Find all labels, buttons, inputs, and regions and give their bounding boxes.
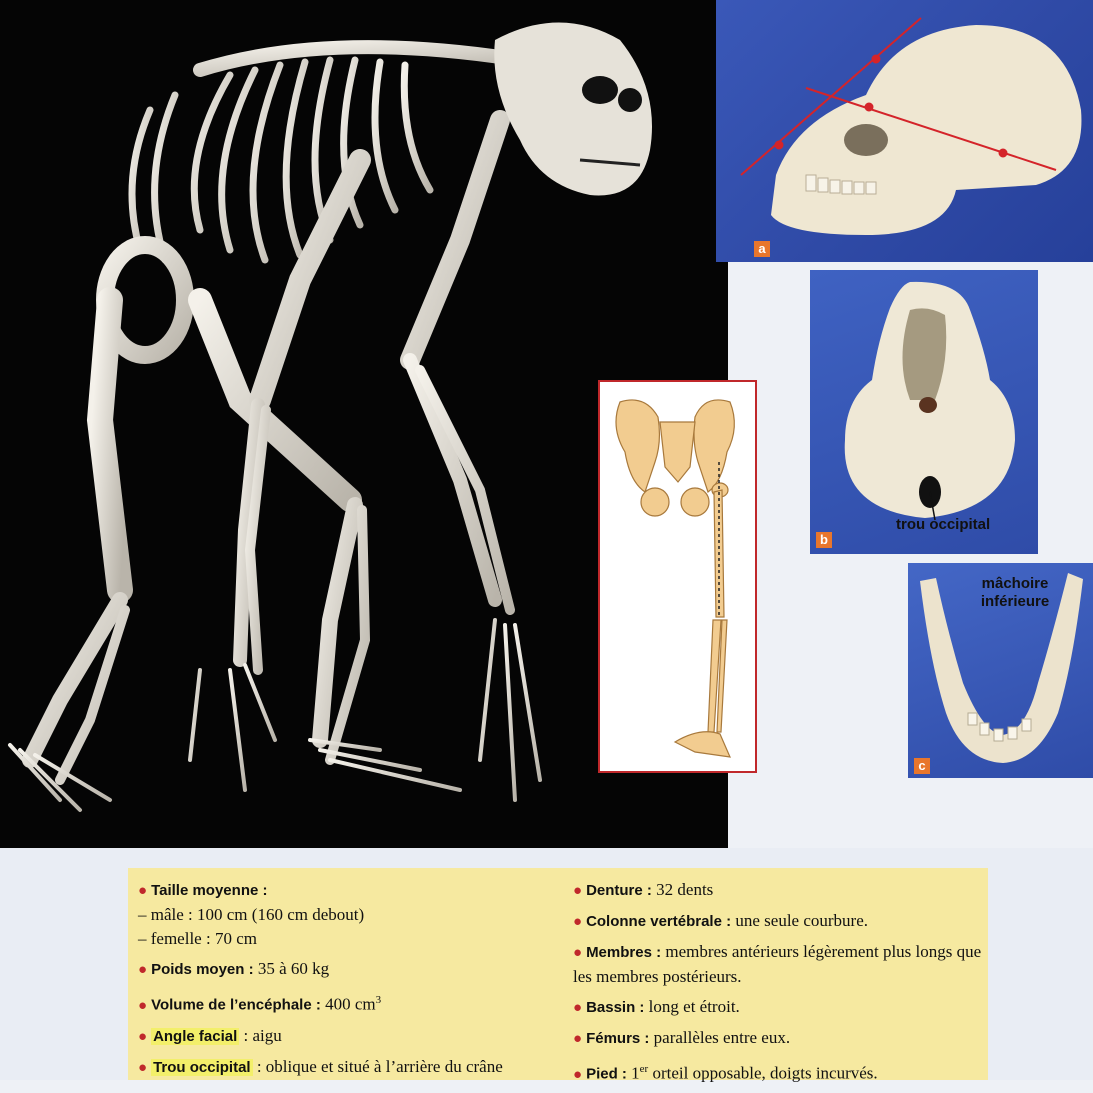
pelvis-leg-diagram xyxy=(598,380,757,773)
skull-profile-illustration xyxy=(716,0,1093,262)
fact-colonne xyxy=(573,909,983,934)
fact-pied-post: orteil opposable, doigts incurvés. xyxy=(648,1063,878,1083)
fact-volume-term: Volume de l’encéphale : xyxy=(151,996,321,1014)
facts-left-column xyxy=(138,878,568,1086)
trou-occipital-label: trou occipital xyxy=(896,516,991,533)
fact-angle-term: Angle facial xyxy=(153,1027,238,1045)
facts-right-column xyxy=(573,878,983,1093)
fact-poids xyxy=(138,957,568,982)
photo-a-badge: a xyxy=(754,241,770,257)
bullet-icon: ● xyxy=(138,961,148,978)
skull-base-illustration xyxy=(810,270,1038,554)
fact-pied-pre: 1 xyxy=(626,1063,640,1083)
fact-femurs-term: Fémurs : xyxy=(586,1030,650,1047)
fact-taille xyxy=(138,878,568,951)
fact-pied xyxy=(573,1057,983,1087)
pelvis-leg-illustration xyxy=(600,382,755,771)
bullet-icon: ● xyxy=(138,996,148,1014)
fact-volume-value: 400 cm xyxy=(320,994,376,1014)
fact-volume-exponent: 3 xyxy=(375,994,382,1006)
fact-poids-value: 35 à 60 kg xyxy=(253,959,330,978)
photo-b-badge: b xyxy=(816,532,832,548)
fact-trou-term: Trou occipital xyxy=(153,1058,251,1076)
fact-denture-term: Denture : xyxy=(586,882,652,899)
bullet-icon: ● xyxy=(573,999,583,1016)
fact-pied-term: Pied : xyxy=(586,1065,627,1083)
fact-taille-term: Taille moyenne : xyxy=(151,882,268,899)
fact-bassin-term: Bassin : xyxy=(586,999,645,1016)
skull-base-photo xyxy=(810,270,1038,554)
fact-denture xyxy=(573,878,983,903)
fact-angle-value: : aigu xyxy=(239,1025,282,1045)
fact-colonne-value: une seule courbure. xyxy=(731,911,868,930)
fact-angle xyxy=(138,1024,568,1049)
bullet-icon: ● xyxy=(573,882,583,899)
fact-femurs-value: parallèles entre eux. xyxy=(649,1028,791,1047)
fact-femurs xyxy=(573,1026,983,1051)
bullet-icon: ● xyxy=(138,1058,148,1076)
bullet-icon: ● xyxy=(573,944,583,961)
fact-bassin-value: long et étroit. xyxy=(644,997,740,1016)
machoire-inferieure-label: mâchoire inférieure xyxy=(980,575,1050,610)
bullet-icon: ● xyxy=(573,1065,583,1083)
lower-jaw-photo xyxy=(908,563,1093,778)
fact-denture-value: 32 dents xyxy=(651,880,714,899)
bullet-icon: ● xyxy=(138,882,148,899)
fact-membres-term: Membres : xyxy=(586,944,662,961)
fact-volume xyxy=(138,988,568,1018)
photo-c-badge: c xyxy=(914,758,930,774)
fact-pied-superscript: er xyxy=(639,1063,649,1075)
bullet-icon: ● xyxy=(138,1027,148,1045)
fact-trou-value: : oblique et situé à l’arrière du crâne xyxy=(252,1056,503,1076)
skull-profile-photo xyxy=(716,0,1093,262)
fact-poids-term: Poids moyen : xyxy=(151,961,254,978)
facts-box xyxy=(128,868,988,1083)
fact-trou xyxy=(138,1055,568,1080)
fact-membres xyxy=(573,940,983,989)
fact-taille-femelle: – femelle : 70 cm xyxy=(138,929,257,948)
fact-bassin xyxy=(573,995,983,1020)
bullet-icon: ● xyxy=(573,913,583,930)
fact-colonne-term: Colonne vertébrale : xyxy=(586,913,732,930)
fact-taille-male: – mâle : 100 cm (160 cm debout) xyxy=(138,905,365,924)
fact-membres-value: membres antérieurs légèrement plus longs que les membres postérieurs. xyxy=(573,942,982,986)
bullet-icon: ● xyxy=(573,1030,583,1047)
